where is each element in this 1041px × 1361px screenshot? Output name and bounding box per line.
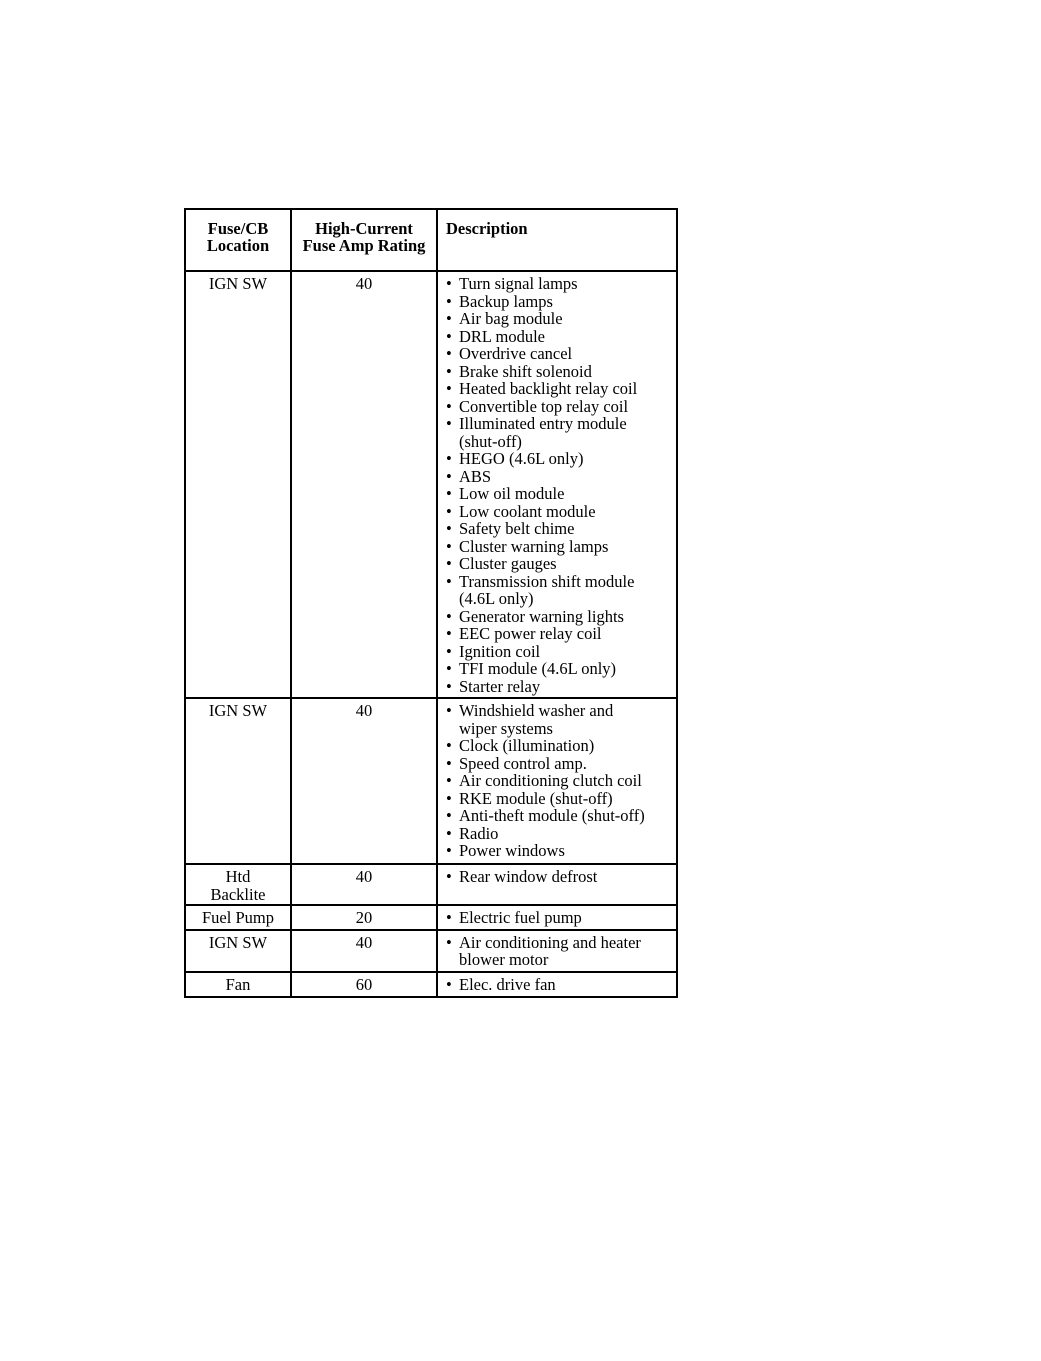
list-item — [446, 380, 676, 398]
description-list — [446, 934, 676, 969]
list-item-text: (4.6L only) — [459, 589, 534, 608]
location-text: Backlite — [210, 884, 266, 904]
list-item — [446, 363, 676, 381]
list-item-text: • Cluster gauges — [459, 554, 557, 573]
list-item — [446, 842, 676, 860]
list-item — [446, 868, 676, 886]
cell-description — [437, 930, 677, 972]
list-item-text: • Air conditioning and heater — [459, 932, 641, 952]
list-item-text: • Rear window defrost — [459, 867, 598, 886]
list-item — [446, 807, 676, 825]
cell-location — [185, 864, 291, 905]
cell-amp-rating: 40 — [291, 271, 437, 698]
header-amp-rating — [291, 209, 437, 271]
location-text: Fan — [225, 974, 251, 994]
description-list — [446, 275, 676, 695]
location-text: Htd — [225, 867, 251, 886]
table-row — [185, 698, 677, 864]
list-item — [446, 345, 676, 363]
list-item — [446, 660, 676, 678]
list-item — [446, 678, 676, 696]
list-item — [446, 555, 676, 573]
cell-amp-rating: 40 — [291, 698, 437, 864]
list-item-text: • Air bag module — [459, 309, 563, 328]
fuse-table — [184, 208, 678, 998]
list-item-text: • DRL module — [459, 326, 546, 346]
list-item — [446, 934, 676, 969]
list-item-text: • Overdrive cancel — [459, 344, 573, 363]
list-item — [446, 310, 676, 328]
list-item-text: • ABS — [459, 466, 492, 486]
list-item-text: • Elec. drive fan — [459, 974, 556, 994]
list-item-text: • Ignition coil — [459, 641, 541, 661]
cell-description — [437, 271, 677, 698]
list-item-text: • Electric fuel pump — [459, 908, 582, 927]
list-item-text: wiper systems — [459, 718, 553, 738]
list-item-text: • Transmission shift module — [459, 571, 635, 591]
list-item — [446, 608, 676, 626]
list-item — [446, 520, 676, 538]
cell-description — [437, 698, 677, 864]
list-item — [446, 772, 676, 790]
list-item — [446, 503, 676, 521]
list-item — [446, 625, 676, 643]
cell-location — [185, 271, 291, 698]
cell-location — [185, 905, 291, 930]
list-item — [446, 538, 676, 556]
cell-description — [437, 905, 677, 930]
list-item — [446, 790, 676, 808]
table-row — [185, 864, 677, 905]
list-item-text: • Cluster warning lamps — [459, 536, 609, 556]
list-item — [446, 702, 676, 737]
list-item-text: • HEGO (4.6L only) — [459, 449, 584, 468]
list-item — [446, 485, 676, 503]
list-item — [446, 415, 676, 450]
list-item-text: • Turn signal lamps — [459, 274, 578, 293]
list-item-text: • Radio — [459, 823, 499, 843]
list-item-text: • Low coolant module — [459, 501, 596, 521]
list-item — [446, 293, 676, 311]
cell-location — [185, 972, 291, 997]
list-item — [446, 275, 676, 293]
list-item-text: • Anti-theft module (shut-off) — [459, 806, 645, 825]
list-item — [446, 825, 676, 843]
list-item-text: • Speed control amp. — [459, 753, 587, 773]
list-item-text: • Illuminated entry module — [459, 414, 627, 433]
list-item — [446, 909, 676, 927]
header-row — [185, 209, 677, 271]
list-item-text: • Starter relay — [459, 676, 541, 696]
table-body — [185, 271, 677, 997]
location-text: IGN SW — [208, 701, 268, 720]
header-description: Description — [437, 209, 677, 271]
cell-amp-rating: 40 — [291, 864, 437, 905]
table-row — [185, 930, 677, 972]
header-amp-line1: High-Current — [315, 219, 413, 238]
list-item-text: • Generator warning lights — [459, 606, 624, 626]
list-item-text: • Heated backlight relay coil — [459, 379, 638, 398]
header-amp-line2: Fuse Amp Rating — [302, 236, 426, 255]
header-location-line1: Fuse/CB — [207, 219, 269, 238]
list-item-text: • Safety belt chime — [459, 519, 575, 538]
list-item-text: • Clock (illumination) — [459, 736, 595, 755]
list-item-text: • Brake shift solenoid — [459, 361, 592, 381]
list-item-text: • EEC power relay coil — [459, 624, 602, 643]
header-location — [185, 209, 291, 271]
list-item — [446, 398, 676, 416]
cell-amp-rating: 20 — [291, 905, 437, 930]
list-item — [446, 755, 676, 773]
list-item — [446, 976, 676, 994]
cell-description — [437, 972, 677, 997]
list-item-text: • Backup lamps — [459, 291, 553, 311]
cell-amp-rating: 60 — [291, 972, 437, 997]
description-list — [446, 976, 676, 994]
list-item-text: • Power windows — [459, 841, 565, 860]
list-item-text: • Low oil module — [459, 484, 565, 503]
location-text: Fuel Pump — [202, 908, 274, 927]
cell-location — [185, 698, 291, 864]
location-text: IGN SW — [208, 274, 268, 293]
cell-location — [185, 930, 291, 972]
list-item — [446, 643, 676, 661]
list-item-text: • Convertible top relay coil — [459, 396, 629, 416]
list-item-text: • TFI module (4.6L only) — [459, 659, 617, 678]
header-location-line2: Location — [206, 236, 270, 255]
table-header — [185, 209, 677, 271]
list-item-text: • Windshield washer and — [459, 701, 614, 720]
list-item — [446, 737, 676, 755]
list-item — [446, 450, 676, 468]
list-item-text: (shut-off) — [459, 431, 522, 451]
table-row — [185, 271, 677, 698]
list-item-text: • RKE module (shut-off) — [459, 788, 613, 808]
cell-amp-rating: 40 — [291, 930, 437, 972]
description-list — [446, 702, 676, 860]
table-row — [185, 905, 677, 930]
list-item-text: blower motor — [459, 950, 549, 969]
description-list — [446, 909, 676, 927]
table-row — [185, 972, 677, 997]
list-item — [446, 328, 676, 346]
location-text: IGN SW — [208, 932, 268, 952]
list-item — [446, 468, 676, 486]
list-item — [446, 573, 676, 608]
list-item-text: • Air conditioning clutch coil — [459, 771, 642, 790]
description-list — [446, 868, 676, 886]
cell-description — [437, 864, 677, 905]
